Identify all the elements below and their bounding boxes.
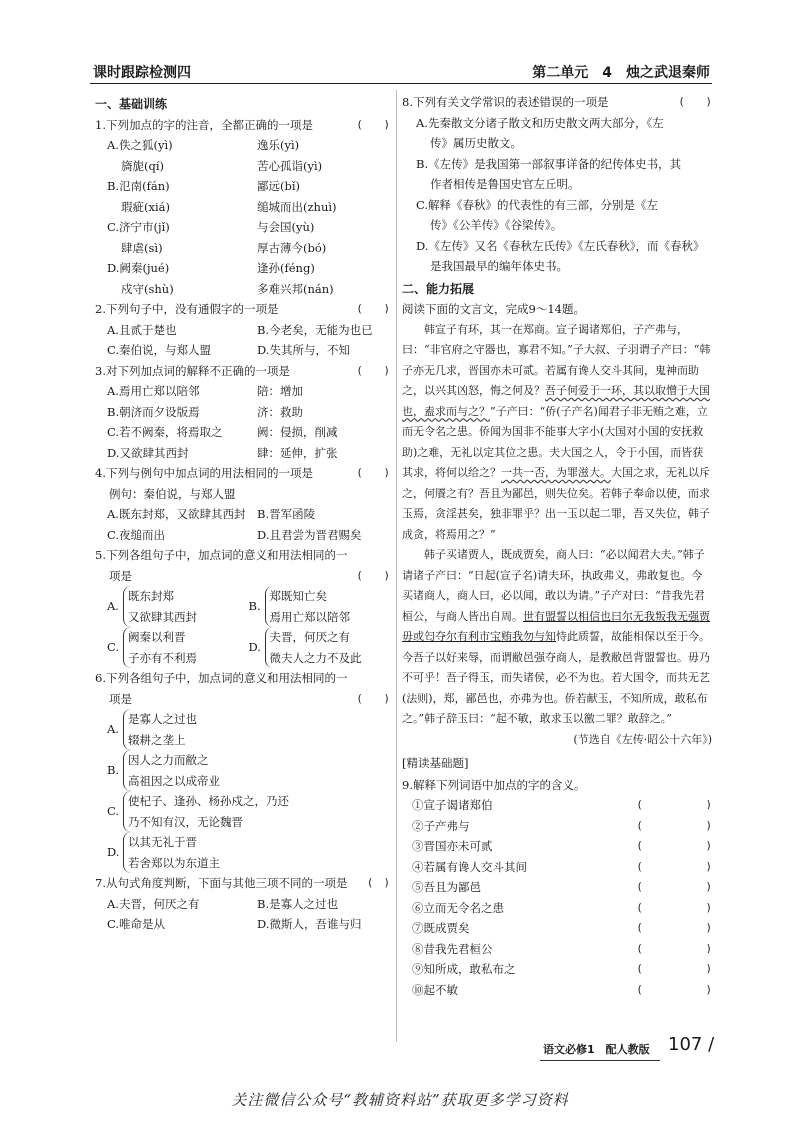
q1-answer-paren: ( ) (356, 118, 390, 131)
q9-vocab-answer-paren: ( ) (636, 922, 712, 934)
footer-page-number: 107 / (668, 1034, 715, 1055)
q8-option-c1: C.解释《春秋》的代表性的有三部，分别是《左 (416, 197, 659, 212)
q1-option-c3: 肆虐(sì) (121, 240, 163, 255)
q8-option-a1: A.先秦散文分诸子散文和历史散文两大部分，《左 (416, 115, 664, 130)
q9-vocab-text: ①宣子谒诸郑伯 (412, 798, 493, 812)
right-column (402, 92, 712, 1000)
q9-vocab-answer-paren: ( ) (636, 799, 712, 811)
q1-option-b1: B.氾南(fán) (107, 179, 170, 193)
q4-example: 例句：秦伯说，与郑人盟 (109, 486, 236, 501)
section-basic-title: 一、基础训练 (95, 97, 168, 111)
q8-option-d1: D.《左传》又名《春秋左氏传》《左氏春秋》，而《春秋》 (416, 238, 705, 253)
passage-p1-wavy-1: 吾子何爱于一环，其以取憎于大国也，盍求而与之？ (402, 384, 710, 418)
q6-option-b1: 因人之力而敝之 (128, 753, 209, 767)
q9-vocab-list (402, 795, 712, 1000)
q8-option-d2: 是我国最早的编年体史书。 (430, 259, 568, 273)
q6-option-c-label: C. (107, 804, 120, 819)
q3-option-d1: D.又欲肆其西封 (107, 445, 189, 460)
q3-option-a2: 陪：增加 (257, 384, 303, 398)
q9-vocab-answer-paren: ( ) (636, 881, 712, 893)
q1-option-b3: 瑕疵(xiá) (121, 199, 170, 214)
q6-stem-cont: 项是 (109, 691, 132, 706)
q3-option-d2: 肆：延伸，扩张 (257, 445, 338, 460)
question-6 (95, 668, 390, 873)
footer-divider (540, 1060, 660, 1061)
q9-vocab-text: ⑥立而无令名之患 (412, 900, 504, 915)
q2-option-c: C.秦伯说，与郑人盟 (107, 343, 212, 357)
q3-option-b2: 济：救助 (257, 404, 303, 419)
q6-stem: 6.下列各组句子中，加点词的意义和用法相同的一 (95, 671, 348, 685)
q1-option-a3: 旖旎(qí) (121, 158, 165, 173)
header-right: 第二单元 4 烛之武退秦师 (532, 65, 710, 81)
q5-option-b-label: B. (248, 599, 261, 614)
passage-p1-part-b: ”子产曰：“侨(子产名)闻君子非无贿之难，立而无令名之患。侨闻为国非不能事大字小(大国对小国的安抚救助)之难，无礼以定其位之患。夫大国之人，令于小国，而皆获其求，将何以给之？ (402, 404, 708, 479)
q3-option-c1: C.若不阙秦，将焉取之 (107, 425, 223, 439)
q1-option-a4: 苦心孤诣(yì) (257, 158, 323, 173)
passage-p1-part-a: 韩宣子有环，其一在郑商。宣子谒诸郑伯，子产弗与，曰：“非官府之守器也，寡君不知。”子大叔、子羽谓子产曰：“韩子亦无几求，晋国亦未可贰。若属有谗人交斗其间，鬼神而助之，以兴其凶怒，悔之何及？ (402, 322, 711, 397)
q5-stem: 5.下列各组句子中，加点词的意义和用法相同的一 (95, 548, 348, 562)
q1-option-b4: 缒城而出(zhuì) (257, 199, 337, 214)
q2-option-b: B.今老矣，无能为也已 (257, 322, 373, 337)
question-7 (95, 873, 390, 935)
q5-option-d-label: D. (248, 640, 261, 655)
q3-answer-paren: ( ) (356, 364, 390, 377)
q7-answer-paren: ( ) (366, 877, 390, 889)
q4-stem: 4.下列与例句中加点词的用法相同的一项是 (95, 466, 313, 480)
q1-option-c2: 与会国(yù) (257, 220, 315, 234)
q5-option-d2: 微夫人之力不及此 (269, 650, 362, 665)
q2-option-d: D.失其所与，不知 (257, 343, 350, 357)
q1-option-d2: 逢孙(féng) (257, 261, 315, 275)
q5-stem-cont: 项是 (109, 568, 132, 583)
q6-option-a-label: A. (107, 722, 119, 737)
q9-vocab-text: ⑨知所成，敢私布之 (412, 962, 516, 976)
q9-vocab-item (402, 836, 712, 857)
q2-answer-paren: ( ) (356, 303, 390, 315)
q9-vocab-text: ⑧昔我先君桓公 (412, 941, 493, 956)
q1-option-d3: 戍守(shù) (121, 281, 174, 296)
q3-option-b1: B.朝济而夕设版焉 (107, 404, 200, 419)
q5-option-c2: 子亦有不利焉 (128, 650, 197, 665)
q5-answer-paren: ( ) (356, 569, 390, 582)
q9-vocab-text: ⑤吾且为鄙邑 (412, 880, 481, 894)
q9-vocab-answer-paren: ( ) (636, 942, 712, 955)
passage-p2-underlined: 世有盟誓以相信也曰尔无我叛我无强贾毋或匄夺尔有利市宝贿我勿与知 (402, 609, 710, 643)
footer-book-label: 语文必修1 配人教版 (543, 1043, 650, 1056)
q9-vocab-text: ⑦既成贾矣 (412, 921, 470, 935)
q5-option-a-label: A. (107, 599, 119, 614)
question-5 (95, 545, 390, 668)
q9-stem: 9.解释下列词语中加点的字的含义。 (402, 777, 586, 792)
q9-vocab-item (402, 816, 712, 837)
q4-option-b: B.晋军函陵 (257, 507, 316, 521)
q7-option-a: A.夫晋，何厌之有 (107, 896, 200, 911)
q6-option-c2: 乃不知有汉，无论魏晋 (128, 814, 243, 829)
q4-option-d: D.且君尝为晋君赐矣 (257, 527, 362, 542)
q5-option-c1: 阙秦以利晋 (128, 630, 186, 644)
header-left: 课时跟踪检测四 (93, 65, 191, 81)
q6-option-a1: 是寡人之过也 (128, 712, 197, 726)
q9-vocab-answer-paren: ( ) (636, 819, 712, 832)
q6-option-d2: 若舍郑以为东道主 (128, 855, 220, 870)
q5-option-b2: 焉用亡郑以陪邻 (269, 609, 350, 624)
q1-option-d4: 多难兴邦(nán) (257, 281, 334, 296)
q3-stem: 3.对下列加点词的解释不正确的一项是 (95, 363, 290, 378)
q3-option-c2: 阙：侵损，削减 (257, 425, 338, 439)
question-2 (95, 299, 390, 361)
q9-vocab-item (402, 959, 712, 980)
q6-option-d-label: D. (107, 845, 120, 860)
q5-option-a1: 既东封郑 (128, 589, 174, 603)
q8-option-b2: 作者相传是鲁国史官左丘明。 (430, 177, 580, 191)
q3-option-a1: A.焉用亡郑以陪邻 (107, 384, 200, 398)
question-4 (95, 463, 390, 545)
subsection-tag: [精读基础题] (402, 756, 469, 770)
q7-stem: 7.从句式角度判断，下面与其他三项不同的一项是 (95, 876, 348, 890)
q9-vocab-answer-paren: ( ) (636, 840, 712, 852)
q8-stem: 8.下列有关文学常识的表述错误的一项是 (402, 95, 609, 109)
header-divider (90, 83, 712, 84)
q1-option-b2: 鄙远(bǐ) (257, 179, 301, 193)
q9-vocab-text: ④若属有谗人交斗其间 (412, 859, 527, 874)
q9-vocab-item (402, 795, 712, 816)
q8-option-a2: 传》属历史散文。 (430, 136, 522, 150)
q5-option-c-label: C. (107, 640, 120, 655)
q1-option-a1: A.佚之狐(yì) (107, 138, 173, 152)
q2-stem: 2.下列句子中，没有通假字的一项是 (95, 302, 279, 316)
q7-option-d: D.微斯人，吾谁与归 (257, 917, 362, 931)
q9-vocab-item (402, 918, 712, 939)
bottom-watermark-note: 关注微信公众号“教辅资料站”获取更多学习资料 (231, 1091, 569, 1109)
q6-option-b2: 高祖因之以成帝业 (128, 773, 220, 788)
q6-option-b-label: B. (107, 763, 120, 778)
q9-vocab-item (402, 939, 712, 960)
passage-source: (节选自《左传·昭公十六年》) (573, 732, 712, 746)
q9-vocab-item (402, 877, 712, 898)
q7-option-c: C.唯命是从 (107, 917, 166, 931)
q1-option-c4: 厚古薄今(bó) (257, 240, 327, 255)
q1-stem: 1.下列加点的字的注音，全都正确的一项是 (95, 117, 313, 132)
q2-option-a: A.且贰于楚也 (107, 322, 177, 337)
question-3 (95, 361, 390, 464)
q8-option-c2: 传》《公羊传》《谷梁传》。 (430, 218, 563, 232)
q5-option-d1: 夫晋，何厌之有 (269, 630, 350, 644)
q6-option-d1: 以其无礼于晋 (128, 835, 197, 849)
q1-option-d1: D.阙秦(jué) (107, 261, 170, 275)
q1-option-c1: C.济宁市(jǐ) (107, 220, 170, 234)
passage-p2-part-a: 韩子买诸贾人，既成贾矣，商人曰：“必以闻君大夫。”韩子请诸子产曰：“日起(宣子名)请夫环，执政弗义，弗敢复也。今买诸商人，商人曰，必以闻，敢以为请。”子产对曰：“昔我先君桓公，与商人皆出自周。 (402, 548, 705, 623)
section-extension-title: 二、能力拓展 (402, 281, 475, 296)
q7-option-b: B.是寡人之过也 (257, 896, 339, 911)
q8-option-b1: B.《左传》是我国第一部叙事详备的纪传体史书，其 (416, 156, 682, 171)
passage-p1-wavy-2: 一共一否，为罪滋大。 (501, 466, 611, 479)
q9-vocab-answer-paren: ( ) (636, 901, 712, 914)
q9-vocab-item (402, 898, 712, 919)
q9-vocab-item (402, 857, 712, 878)
q9-vocab-answer-paren: ( ) (636, 963, 712, 975)
q9-vocab-answer-paren: ( ) (636, 983, 712, 996)
passage-paragraph-1 (402, 320, 712, 546)
q4-option-c: C.夜缒而出 (107, 527, 166, 542)
q6-option-c1: 使杞子、逢孙、杨孙戍之，乃还 (128, 794, 289, 808)
q5-option-b1: 郑既知亡矣 (269, 589, 327, 603)
q1-option-a2: 逸乐(yì) (257, 138, 300, 152)
question-1 (95, 115, 390, 300)
left-column (95, 92, 390, 935)
q9-vocab-answer-paren: ( ) (636, 860, 712, 873)
q9-vocab-text: ②子产弗与 (412, 818, 470, 833)
q5-option-a2: 又欲肆其西封 (128, 609, 197, 624)
question-8 (402, 92, 712, 277)
q4-option-a: A.既东封郑，又欲肆其西封 (107, 507, 246, 521)
q9-vocab-item (402, 980, 712, 1001)
q6-option-a2: 辍耕之垄上 (128, 732, 186, 747)
passage-paragraph-2 (402, 545, 712, 730)
q9-vocab-text: ⑩起不敏 (412, 982, 458, 997)
q8-answer-paren: ( ) (678, 96, 712, 108)
q9-vocab-text: ③晋国亦未可贰 (412, 839, 493, 853)
passage-p1-part-c: 大国之求，无礼以斥之，何餍之有？吾且为鄙邑，则失位矣。若韩子奉命以使，而求玉焉，贪淫甚矣，独非罪乎？出一玉以起二罪，吾又失位，韩子成贪，将焉用之？” (402, 466, 710, 541)
q6-answer-paren: ( ) (356, 692, 390, 705)
passage-p2-part-b: 恃此质誓，故能相保以至于今。今吾子以好来辱，而谓敝邑强夺商人，是教敝邑背盟誓也。毋乃不可乎！吾子得玉，而失诸侯，必不为也。若大国令，而共无艺(法则)，郑，鄙邑也，亦弗为也。侨若献玉，不知所成，敢私布之。”韩子辞玉曰：“起不敏，敢求玉以徼二罪？敢辞之。” (402, 630, 710, 725)
q4-answer-paren: ( ) (356, 467, 390, 479)
reading-intro: 阅读下面的文言文，完成9～14题。 (402, 302, 585, 316)
